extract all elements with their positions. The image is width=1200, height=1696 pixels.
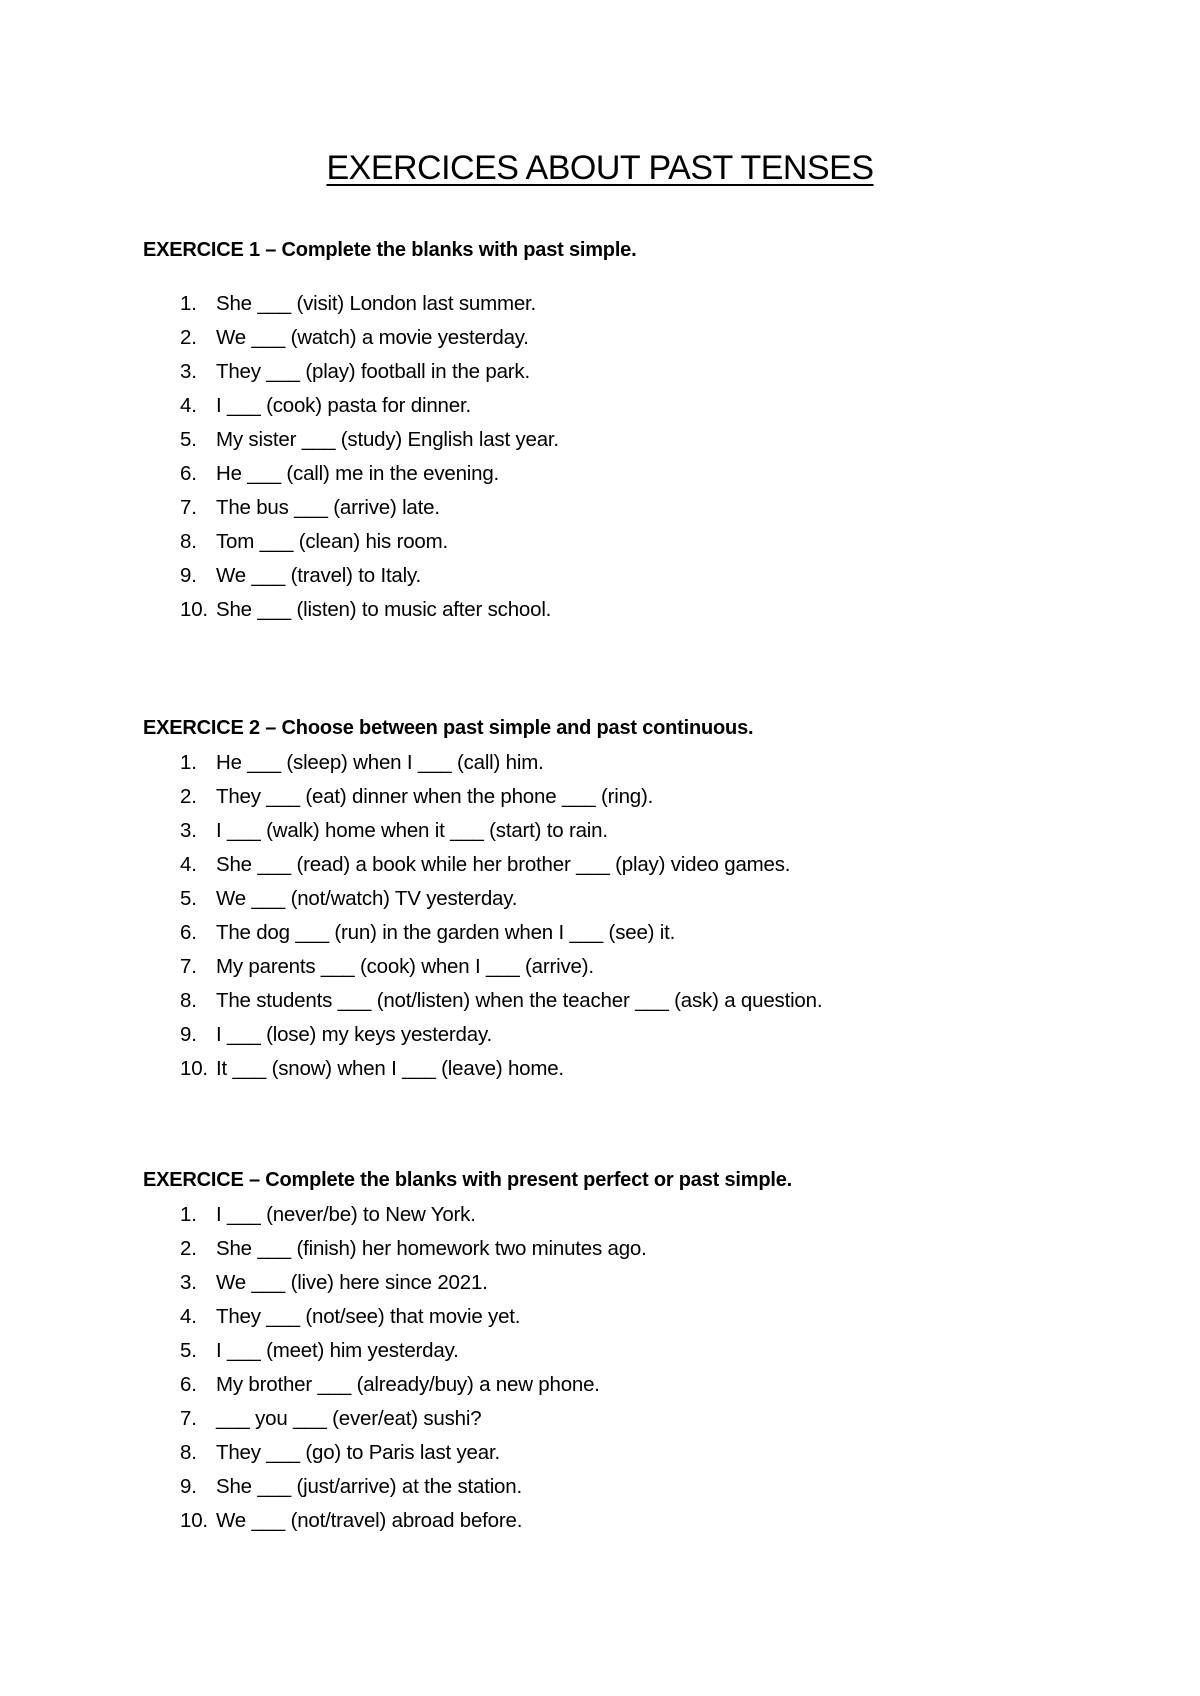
item-text: The students ___ (not/listen) when the teacher ___ (ask) a question. (216, 989, 823, 1012)
exercise-item (143, 1266, 1143, 1300)
item-text: I ___ (lose) my keys yesterday. (216, 1023, 492, 1046)
item-text: The bus ___ (arrive) late. (216, 496, 440, 519)
item-number: 6. (180, 921, 197, 944)
exercise-item (143, 916, 1143, 950)
exercise-item (143, 355, 1143, 389)
exercise-item (143, 1052, 1143, 1086)
exercise-item (143, 746, 1143, 780)
item-text: She ___ (just/arrive) at the station. (216, 1475, 522, 1498)
item-number: 3. (180, 360, 197, 383)
item-number: 7. (180, 1407, 197, 1430)
exercise-item (143, 950, 1143, 984)
exercise-item (143, 525, 1143, 559)
item-number: 9. (180, 1023, 197, 1046)
item-number: 8. (180, 530, 197, 553)
item-text: I ___ (never/be) to New York. (216, 1203, 476, 1226)
item-number: 3. (180, 1271, 197, 1294)
item-text: We ___ (watch) a movie yesterday. (216, 326, 529, 349)
item-text: She ___ (visit) London last summer. (216, 292, 537, 315)
item-text: It ___ (snow) when I ___ (leave) home. (216, 1057, 564, 1080)
exercise-item (143, 457, 1143, 491)
item-text: I ___ (cook) pasta for dinner. (216, 394, 471, 417)
item-number: 6. (180, 462, 197, 485)
item-text: My parents ___ (cook) when I ___ (arrive). (216, 955, 594, 978)
item-text: They ___ (go) to Paris last year. (216, 1441, 500, 1464)
item-number: 9. (180, 564, 197, 587)
exercise-item (143, 389, 1143, 423)
item-number: 10. (180, 1057, 208, 1080)
item-text: We ___ (not/travel) abroad before. (216, 1509, 523, 1532)
item-number: 5. (180, 1339, 197, 1362)
exercise-item (143, 1198, 1143, 1232)
item-text: We ___ (not/watch) TV yesterday. (216, 887, 518, 910)
exercise-item (143, 1018, 1143, 1052)
item-number: 6. (180, 1373, 197, 1396)
exercise-heading: EXERCICE 2 – Choose between past simple and past continuous. (143, 717, 754, 739)
exercise-heading: EXERCICE – Complete the blanks with present perfect or past simple. (143, 1169, 792, 1191)
item-number: 2. (180, 785, 197, 808)
exercise-item (143, 321, 1143, 355)
exercise-item (143, 1368, 1143, 1402)
item-text: My brother ___ (already/buy) a new phone. (216, 1373, 600, 1396)
item-text: They ___ (not/see) that movie yet. (216, 1305, 521, 1328)
item-text: She ___ (listen) to music after school. (216, 598, 552, 621)
exercise-item (143, 559, 1143, 593)
item-number: 8. (180, 989, 197, 1012)
item-text: He ___ (sleep) when I ___ (call) him. (216, 751, 544, 774)
item-number: 9. (180, 1475, 197, 1498)
exercise-section-2 (143, 714, 1143, 1086)
exercise-item (143, 1334, 1143, 1368)
item-text: We ___ (live) here since 2021. (216, 1271, 488, 1294)
exercise-item (143, 593, 1143, 627)
item-number: 5. (180, 428, 197, 451)
item-number: 3. (180, 819, 197, 842)
item-number: 4. (180, 1305, 197, 1328)
item-text: They ___ (play) football in the park. (216, 360, 530, 383)
item-number: 8. (180, 1441, 197, 1464)
exercise-item (143, 882, 1143, 916)
item-text: They ___ (eat) dinner when the phone ___ (ring). (216, 785, 654, 808)
item-text: I ___ (walk) home when it ___ (start) to rain. (216, 819, 608, 842)
item-number: 10. (180, 598, 208, 621)
item-text: He ___ (call) me in the evening. (216, 462, 500, 485)
exercise-item (143, 814, 1143, 848)
item-number: 1. (180, 751, 197, 774)
exercise-item (143, 848, 1143, 882)
item-text: We ___ (travel) to Italy. (216, 564, 422, 587)
exercise-item (143, 1504, 1143, 1538)
exercise-item (143, 1300, 1143, 1334)
item-number: 4. (180, 394, 197, 417)
exercise-item (143, 1436, 1143, 1470)
exercise-heading: EXERCICE 1 – Complete the blanks with past simple. (143, 239, 637, 261)
exercise-item (143, 287, 1143, 321)
item-text: My sister ___ (study) English last year. (216, 428, 559, 451)
item-number: 10. (180, 1509, 208, 1532)
exercise-list (143, 287, 1143, 627)
exercise-list (143, 746, 1143, 1086)
item-text: She ___ (read) a book while her brother ___ (play) video games. (216, 853, 791, 876)
document-title: EXERCICES ABOUT PAST TENSES (326, 149, 874, 187)
item-number: 4. (180, 853, 197, 876)
exercise-item (143, 1232, 1143, 1266)
exercise-section-1 (143, 236, 1143, 627)
exercise-item (143, 423, 1143, 457)
exercise-list (143, 1198, 1143, 1538)
item-text: She ___ (finish) her homework two minutes ago. (216, 1237, 647, 1260)
item-number: 7. (180, 496, 197, 519)
exercise-item (143, 780, 1143, 814)
item-text: Tom ___ (clean) his room. (216, 530, 448, 553)
item-number: 1. (180, 1203, 197, 1226)
exercise-item (143, 491, 1143, 525)
item-text: The dog ___ (run) in the garden when I ___ (see) it. (216, 921, 676, 944)
item-number: 5. (180, 887, 197, 910)
item-number: 2. (180, 1237, 197, 1260)
exercise-section-3 (143, 1166, 1143, 1538)
item-number: 7. (180, 955, 197, 978)
item-number: 2. (180, 326, 197, 349)
exercise-item (143, 984, 1143, 1018)
exercise-item (143, 1470, 1143, 1504)
exercise-item (143, 1402, 1143, 1436)
item-number: 1. (180, 292, 197, 315)
item-text: I ___ (meet) him yesterday. (216, 1339, 459, 1362)
item-text: ___ you ___ (ever/eat) sushi? (216, 1407, 482, 1430)
